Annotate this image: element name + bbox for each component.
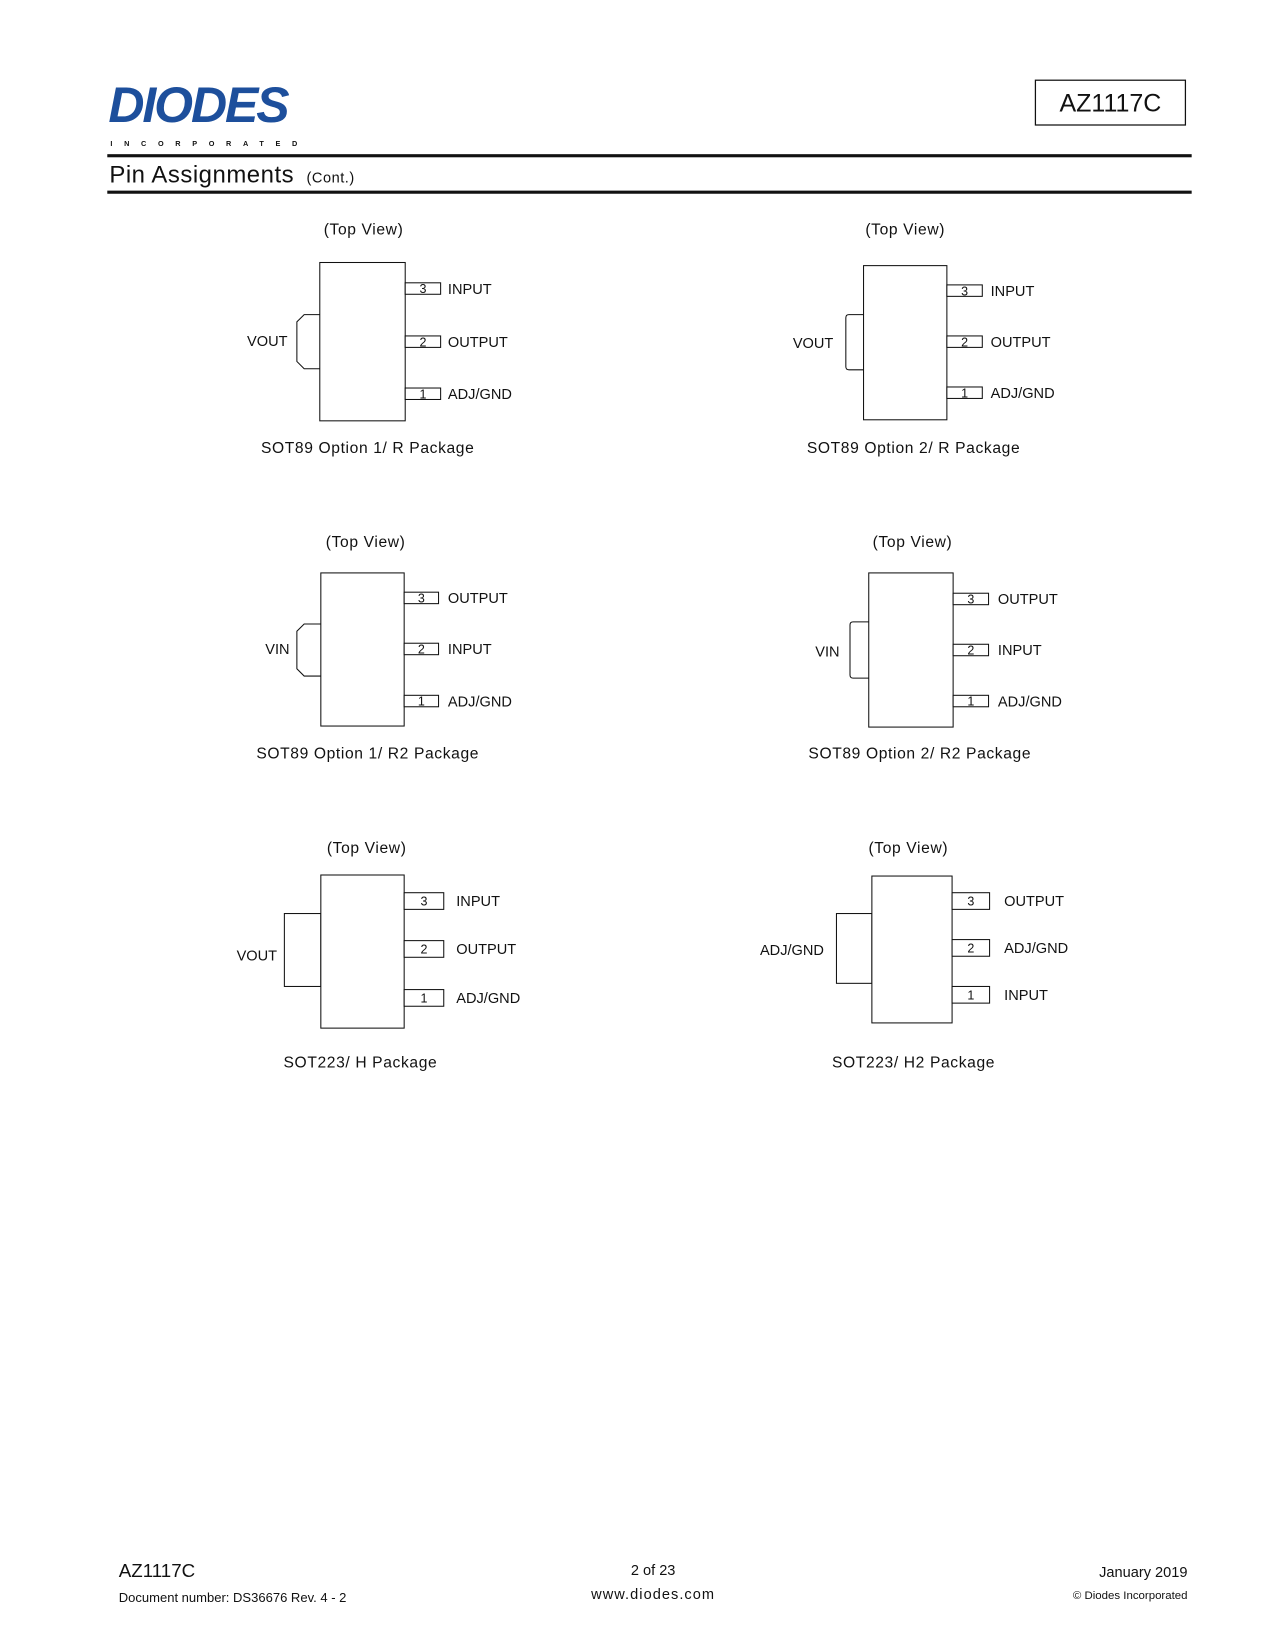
pin-label: OUTPUT — [990, 334, 1051, 351]
pin-label: ADJ/GND — [447, 386, 512, 403]
pin-number: 3 — [419, 282, 427, 297]
section-title — [109, 161, 354, 188]
section-title-text: Pin Assignments — [109, 161, 295, 189]
pin-label: INPUT — [990, 283, 1035, 300]
pin-label: OUTPUT — [456, 942, 517, 959]
package-caption: SOT223/ H Package — [283, 1054, 438, 1072]
package-tab — [297, 315, 320, 369]
pin-label: ADJ/GND — [997, 694, 1062, 711]
pin-diagram — [256, 534, 512, 762]
pin-label: INPUT — [1004, 988, 1048, 1004]
pin-number: 2 — [417, 642, 425, 657]
header-rule-bottom — [107, 191, 1191, 194]
package-body — [864, 266, 947, 420]
footer-part-number: AZ1117C — [118, 1560, 196, 1582]
pin-diagram — [793, 221, 1055, 457]
package-tab — [846, 315, 864, 370]
package-tab — [850, 622, 869, 678]
tab-label: VOUT — [792, 335, 834, 352]
pin-label: INPUT — [447, 642, 492, 659]
package-tab — [284, 914, 320, 987]
pin-number: 3 — [420, 894, 428, 909]
pin-label: OUTPUT — [447, 334, 508, 351]
package-body — [872, 876, 952, 1023]
tab-label: VIN — [815, 644, 840, 661]
pin-label: OUTPUT — [447, 591, 508, 608]
package-caption: SOT89 Option 1/ R2 Package — [256, 745, 480, 763]
tab-label: ADJ/GND — [759, 943, 824, 960]
pin-label: INPUT — [447, 281, 492, 298]
pin-label: ADJ/GND — [990, 385, 1055, 402]
pin-diagram — [808, 534, 1062, 762]
logo-subtext: INCORPORATED — [110, 138, 309, 148]
diodes-logo — [108, 77, 309, 148]
section-title-suffix: (Cont.) — [306, 170, 355, 187]
pin-label: ADJ/GND — [456, 991, 521, 1008]
pin-number: 2 — [967, 643, 975, 658]
pin-diagram — [247, 221, 512, 457]
pin-number: 2 — [967, 941, 975, 956]
pin-label: INPUT — [456, 894, 500, 911]
tab-label: VIN — [265, 642, 290, 659]
pin-number: 1 — [419, 387, 427, 402]
top-view-label: (Top View) — [323, 221, 404, 239]
package-body — [321, 875, 404, 1028]
package-tab — [836, 914, 871, 984]
pin-diagram — [760, 840, 1068, 1072]
pin-label: OUTPUT — [997, 592, 1058, 609]
top-view-label: (Top View) — [326, 840, 407, 858]
pin-diagram — [237, 840, 521, 1072]
footer-date: January 2019 — [1099, 1565, 1188, 1582]
pin-number: 1 — [967, 694, 975, 709]
pin-number: 3 — [967, 592, 975, 607]
pin-label: OUTPUT — [1004, 894, 1065, 911]
pin-number: 2 — [420, 942, 428, 957]
pin-label: ADJ/GND — [447, 694, 512, 711]
footer-copyright: © Diodes Incorporated — [1072, 1589, 1188, 1602]
logo-wordmark: DIODES — [108, 76, 288, 133]
package-body — [869, 573, 953, 727]
package-caption: SOT89 Option 2/ R Package — [806, 440, 1021, 458]
pin-number: 2 — [419, 335, 427, 350]
footer-page: 2 of 23 — [630, 1563, 676, 1580]
pin-number: 1 — [967, 988, 975, 1003]
top-view-label: (Top View) — [325, 533, 406, 551]
package-body — [320, 263, 405, 421]
header-rule-top — [107, 154, 1191, 157]
tab-label: VOUT — [236, 948, 278, 965]
pin-number: 3 — [417, 591, 425, 606]
tab-label: VOUT — [247, 333, 288, 350]
package-caption: SOT89 Option 1/ R Package — [260, 440, 475, 458]
package-caption: SOT89 Option 2/ R2 Package — [808, 745, 1032, 763]
top-view-label: (Top View) — [868, 840, 949, 858]
footer-document-number: Document number: DS36676 Rev. 4 - 2 — [118, 1590, 347, 1606]
top-view-label: (Top View) — [865, 221, 946, 239]
pin-number: 3 — [961, 284, 969, 299]
pin-number: 1 — [417, 694, 425, 709]
pin-label: ADJ/GND — [1004, 941, 1069, 958]
pin-label: INPUT — [997, 643, 1042, 660]
footer-website[interactable]: www.diodes.com — [591, 1586, 716, 1603]
pin-diagrams — [237, 221, 1069, 1071]
package-tab — [297, 624, 321, 676]
part-number: AZ1117C — [1059, 89, 1162, 118]
pin-number: 2 — [961, 335, 969, 350]
top-view-label: (Top View) — [872, 533, 953, 551]
package-caption: SOT223/ H2 Package — [831, 1054, 996, 1072]
pin-number: 1 — [420, 991, 428, 1006]
pin-number: 3 — [967, 894, 975, 909]
pin-number: 1 — [961, 386, 969, 401]
package-body — [321, 573, 404, 726]
